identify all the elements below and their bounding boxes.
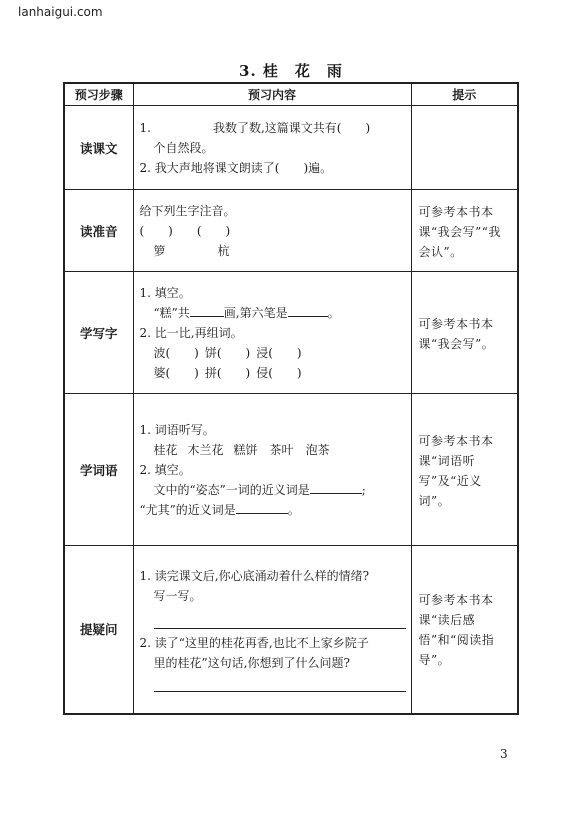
step-label: 读课文 [64,106,133,190]
step-label: 学写字 [64,272,133,394]
content-line: 2. 比一比,再组词。 [139,325,243,340]
content-line: 婆( ) 拼( ) 侵( ) [153,365,302,380]
pinyin-blank: ( ) [196,223,231,238]
content-line: 1. 填空。 [139,285,191,300]
content-line [140,221,406,241]
hint-cell: 可参考本书本课“我会写”。 [411,272,518,394]
content-cell [133,546,411,714]
content-line: “糕”共 画,第六笔是 。 [140,303,406,323]
step-label: 提疑问 [64,546,133,714]
content-cell [133,394,411,546]
char-item: 箩 [153,243,166,258]
content-line: 给下列生字注音。 [139,203,236,218]
preview-table [63,82,519,715]
hint-cell: 可参考本书本课“读后感悟”和“阅读指导”。 [411,546,518,714]
content-cell [133,272,411,394]
table-header-row [64,83,518,106]
char-item: 杭 [217,243,230,258]
answer-line [154,691,406,692]
content-line: 2. 我大声地将课文朗读了( )遍。 [139,160,333,175]
question-text: 写一写。 [153,589,202,604]
watermark: lanhaigui.com [18,5,103,19]
page-title: 3. 桂 花 雨 [239,62,343,80]
content-line: “尤其”的近义词是 。 [140,500,406,520]
fill-blank [288,303,328,317]
header-content: 预习内容 [133,83,411,106]
question-text: 里的桂花”这句话,你想到了什么问题? [153,656,350,671]
table-row [64,394,518,546]
hint-cell: 可参考本书本课“词语听写”及“近义词”。 [411,394,518,546]
content-line: 1. 我数了数,这篇课文共有( ) [139,120,371,135]
content-line: 1. 词语听写。 [139,422,215,437]
header-hint: 提示 [411,83,518,106]
content-line: 2. 填空。 [139,462,191,477]
content-cell [133,190,411,272]
pinyin-blank: ( ) [139,223,173,238]
question-text: 1. 读完课文后,你心底涌动着什么样的情绪? [139,569,370,584]
table-row [64,272,518,394]
content-line: 文中的“姿态”一词的近义词是 ; [140,480,406,500]
hint-cell [411,106,518,190]
content-line: 个自然段。 [153,140,214,155]
hint-cell: 可参考本书本课“我会写”“我会认”。 [411,190,518,272]
question-text: 2. 读了“这里的桂花再香,也比不上家乡院子 [139,636,369,651]
step-label: 读准音 [64,190,133,272]
table-row [64,106,518,190]
content-line: 桂花 木兰花 糕饼 茶叶 泡茶 [153,442,330,457]
content-line [140,241,406,261]
table-row [64,190,518,272]
table-row [64,546,518,714]
fill-blank [236,500,288,514]
header-step: 预习步骤 [64,83,133,106]
fill-blank [310,480,362,494]
content-cell [133,106,411,190]
page-number: 3 [500,747,508,761]
step-label: 学词语 [64,394,133,546]
fill-blank [190,303,224,317]
content-line: 波( ) 饼( ) 浸( ) [153,345,302,360]
